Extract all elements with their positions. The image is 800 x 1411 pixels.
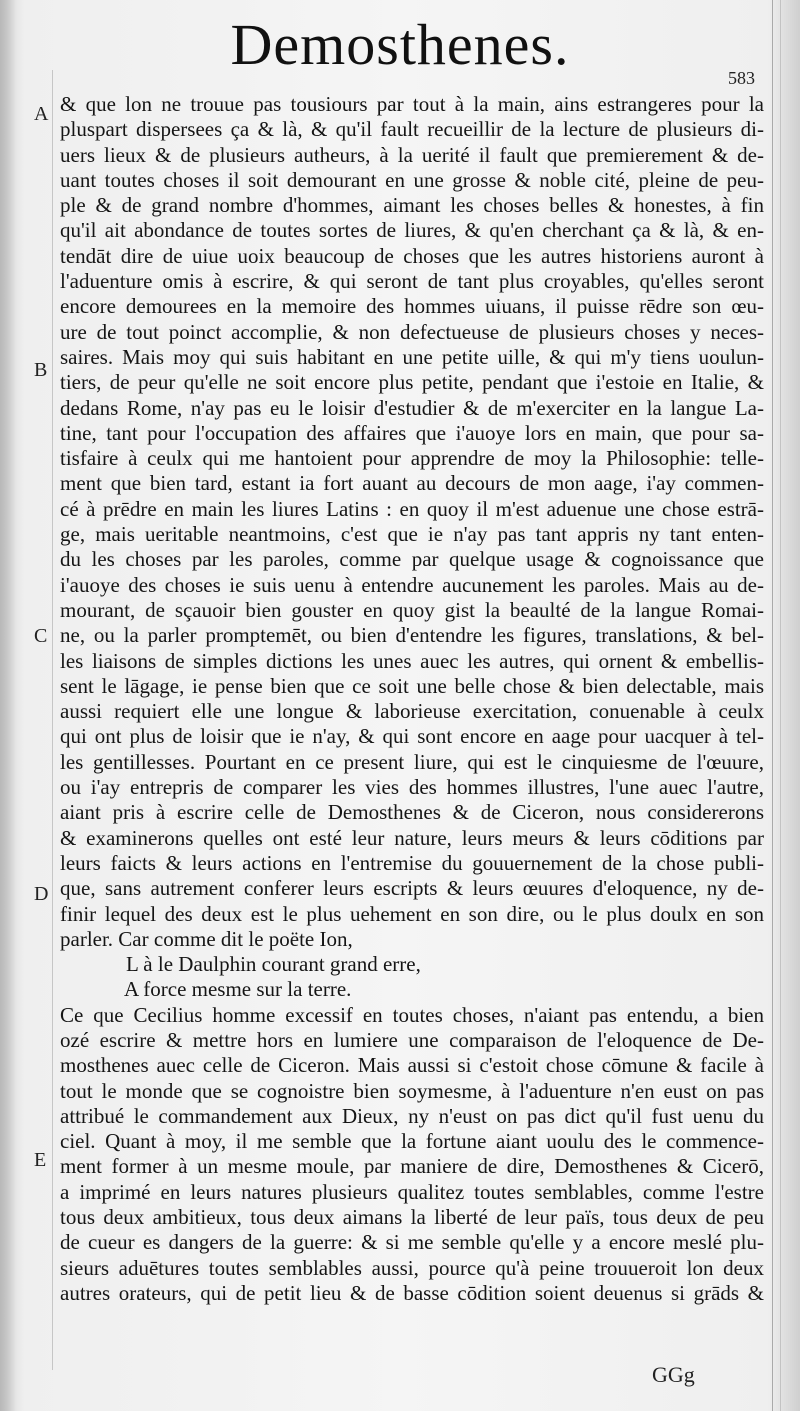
text-line: l'aduenture omis à escrire, & qui seront de tant plus croyables, qu'elles seront — [60, 269, 764, 294]
text-line: aussi requiert elle une longue & laborieuse exercitation, conuenable à ceulx — [60, 699, 764, 724]
text-line: encore demourees en la memoire des hommes uiuans, il puisse rēdre son œu- — [60, 294, 764, 319]
text-line: tisfaire à ceulx qui me hantoient pour apprendre de moy la Philosophie: telle- — [60, 446, 764, 471]
text-line: ciel. Quant à moy, il me semble que la fortune aiant uoulu des le commence- — [60, 1129, 764, 1154]
text-line: sent le lāgage, ie pense bien que ce soit une belle chose & bien delectable, mais — [60, 673, 764, 698]
text-line: a imprimé en leurs natures plusieurs qualitez toutes semblables, comme l'estre — [60, 1179, 764, 1204]
verse-line: A force mesme sur la terre. — [124, 977, 352, 1002]
text-line: tine, tant pour l'occupation des affaires que i'auoye lors en main, que pour sa- — [60, 420, 764, 445]
text-block — [60, 92, 764, 1306]
gutter-shadow — [0, 0, 16, 1411]
margin-letter-e: E — [34, 1149, 47, 1171]
text-line: qu'il ait abondance de toutes sortes de liures, & qu'en cherchant ça & là, & en- — [60, 218, 764, 243]
text-line: aiant pris à escrire celle de Demosthenes & de Ciceron, nous considererons — [60, 800, 764, 825]
signature-mark: GGg — [652, 1362, 695, 1387]
text-line: attribué le commandement aux Dieux, ny n'eust on pas dict qu'il fust uenu du — [60, 1103, 764, 1128]
text-line: ple & de grand nombre d'hommes, aimant les choses belles & honestes, à fin — [60, 193, 764, 218]
text-line: de cueur es dangers de la guerre: & si me semble qu'elle y a encore meslé plu- — [60, 1230, 764, 1255]
verse-line: L à le Daulphin courant grand erre, — [126, 952, 421, 977]
margin-letter-d: D — [34, 883, 49, 905]
text-line: du les choses par les paroles, comme par quelque usage & cognoissance que — [60, 547, 764, 572]
text-line: tendāt dire de uiue uoix beaucoup de choses que les autres historiens auront à — [60, 243, 764, 268]
margin-letter-a: A — [34, 103, 49, 125]
text-line: uers lieux & de plusieurs autheurs, à la uerité il fault que premierement & de- — [60, 142, 764, 167]
text-line: i'auoye des choses ie suis uenu à entendre aucunement les paroles. Mais au de- — [60, 572, 764, 597]
text-line: mosthenes auec celle de Ciceron. Mais aussi si c'estoit chose cōmune & facile à — [60, 1053, 764, 1078]
text-line: sieurs aduētures toutes semblables aussi, pource qu'à peine trouueroit lon deux — [60, 1255, 764, 1280]
text-line: & examinerons quelles ont esté leur nature, leurs meurs & leurs cōditions par — [60, 825, 764, 850]
text-line: cé à prēdre en main les liures Latins : en quoy il m'est aduenue une chose estrā- — [60, 496, 764, 521]
text-line: ne, ou la parler promptemēt, ou bien d'entendre les figures, translations, & bel- — [60, 623, 764, 648]
margin-letter-c: C — [34, 625, 48, 647]
text-line: qui ont plus de loisir que ie n'ay, & qui sont encore en aage pour uacquer à tel- — [60, 724, 764, 749]
text-line: & que lon ne trouue pas tousiours par tout à la main, ains estrangeres pour la — [60, 92, 764, 116]
text-line: ment que bien tard, estant ia fort auant au decours de mon aage, i'ay commen- — [60, 471, 764, 496]
text-line: tiers, de peur qu'elle ne soit encore plus petite, pendant que i'estoie en Italie, & — [60, 370, 764, 395]
text-line: autres orateurs, qui de petit lieu & de basse cōdition soient deuenus si grāds & — [60, 1280, 764, 1305]
margin-rule — [52, 70, 53, 1370]
text-line: que, sans autrement conferer leurs escripts & leurs œuures d'eloquence, ny de- — [60, 876, 764, 901]
page-edge-rule — [772, 0, 773, 1411]
page-number: 583 — [728, 68, 755, 88]
text-line: ure de tout poinct accomplie, & non defectueuse de plusieurs choses y neces- — [60, 319, 764, 344]
text-line: Ce que Cecilius homme excessif en toutes choses, n'aiant pas entendu, a bien — [60, 1002, 764, 1027]
text-line: tout le monde que se cognoistre bien soymesme, à l'aduenture n'en eust on pas — [60, 1078, 764, 1103]
margin-letter-b: B — [34, 359, 48, 381]
page-edge-rule-outer — [780, 0, 781, 1411]
text-line: tous deux ambitieux, tous deux aimans la liberté de leur païs, tous deux de peu — [60, 1205, 764, 1230]
running-title: Demosthenes. — [230, 12, 570, 77]
text-line: dedans Rome, n'ay pas eu le loisir d'estudier & de m'exerciter en la langue La- — [60, 395, 764, 420]
text-line: saires. Mais moy qui suis habitant en une petite uille, & qui m'y tiens uoulun- — [60, 344, 764, 369]
text-line: ge, mais ueritable neantmoins, c'est que ie n'ay pas tant appris ny tant enten- — [60, 522, 764, 547]
text-line: parler. Car comme dit le poëte Ion, — [60, 926, 353, 951]
text-line: leurs faicts & leurs actions en l'entremise du gouuernement de la chose publi- — [60, 850, 764, 875]
text-line: les gentillesses. Pourtant en ce present liure, qui est le cinquiesme de l'œuure, — [60, 749, 764, 774]
text-line: ozé escrire & mettre hors en lumiere une comparaison de l'eloquence de De- — [60, 1027, 764, 1052]
text-line: ment former à un mesme moule, par maniere de dire, Demosthenes & Cicerō, — [60, 1154, 764, 1179]
text-line: pluspart dispersees ça & là, & qu'il fault recueillir de la lecture de plusieurs di- — [60, 117, 764, 142]
text-line: uant toutes choses il soit demourant en une grosse & noble cité, pleine de peu- — [60, 167, 764, 192]
text-line: finir lequel des deux est le plus uehement en son dire, ou le plus doulx en son — [60, 901, 764, 926]
text-line: ou i'ay entrepris de comparer les vies des hommes illustres, l'une auec l'autre, — [60, 775, 764, 800]
text-line: mourant, de sçauoir bien gouster en quoy gist la beaulté de la langue Romai- — [60, 597, 764, 622]
text-line: les liaisons de simples dictions les unes auec les autres, qui ornent & embellis- — [60, 648, 764, 673]
